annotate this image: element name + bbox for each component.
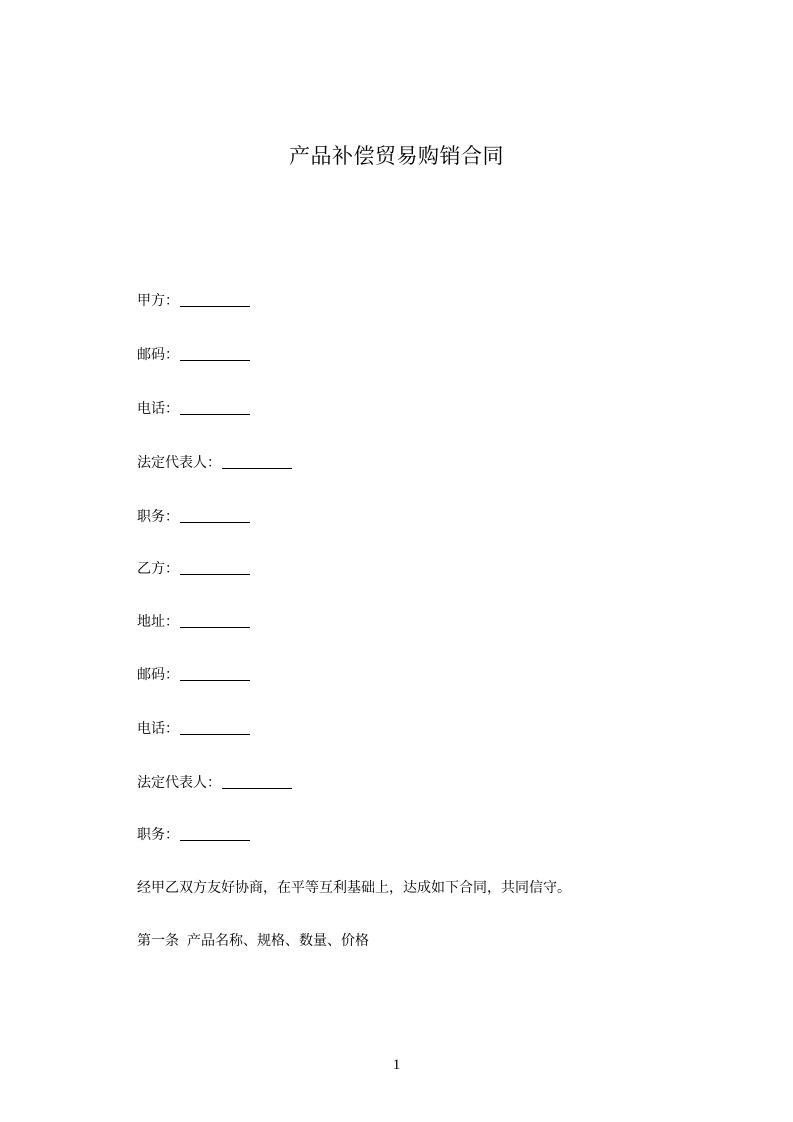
fill-blank (180, 560, 250, 575)
party-b-position-field (137, 825, 250, 845)
field-label: 甲方： (137, 293, 179, 309)
article-1-heading (137, 931, 369, 951)
field-label: 职务： (137, 509, 179, 525)
party-b-field (137, 559, 250, 579)
fill-blank (180, 400, 250, 415)
field-label: 电话： (137, 721, 179, 737)
party-a-position-field (137, 507, 250, 527)
party-b-address-field (137, 612, 250, 632)
document-title: 产品补偿贸易购销合同 (289, 144, 504, 168)
article-number: 第一条 (137, 933, 179, 949)
party-a-postcode-field (137, 345, 250, 365)
fill-blank (180, 826, 250, 841)
field-label: 邮码： (137, 347, 179, 363)
field-label: 地址： (137, 614, 179, 630)
article-title: 产品名称、规格、数量、价格 (187, 933, 369, 949)
party-b-postcode-field (137, 665, 250, 685)
party-a-phone-field (137, 399, 250, 419)
party-b-phone-field (137, 719, 250, 739)
fill-blank (180, 508, 250, 523)
field-label: 电话： (137, 401, 179, 417)
fill-blank (180, 292, 250, 307)
fill-blank (180, 666, 250, 681)
field-label: 职务： (137, 827, 179, 843)
party-b-legal-rep-field (137, 773, 292, 793)
field-label: 乙方： (137, 561, 179, 577)
page-number: 1 (392, 1057, 401, 1073)
field-label: 邮码： (137, 667, 179, 683)
party-a-field (137, 291, 250, 311)
fill-blank (180, 613, 250, 628)
fill-blank (222, 774, 292, 789)
party-a-legal-rep-field (137, 453, 292, 473)
intro-paragraph: 经甲乙双方友好协商，在平等互利基础上，达成如下合同，共同信守。 (137, 880, 571, 896)
field-label: 法定代表人： (137, 455, 221, 471)
fill-blank (180, 720, 250, 735)
fill-blank (222, 454, 292, 469)
field-label: 法定代表人： (137, 775, 221, 791)
fill-blank (180, 346, 250, 361)
